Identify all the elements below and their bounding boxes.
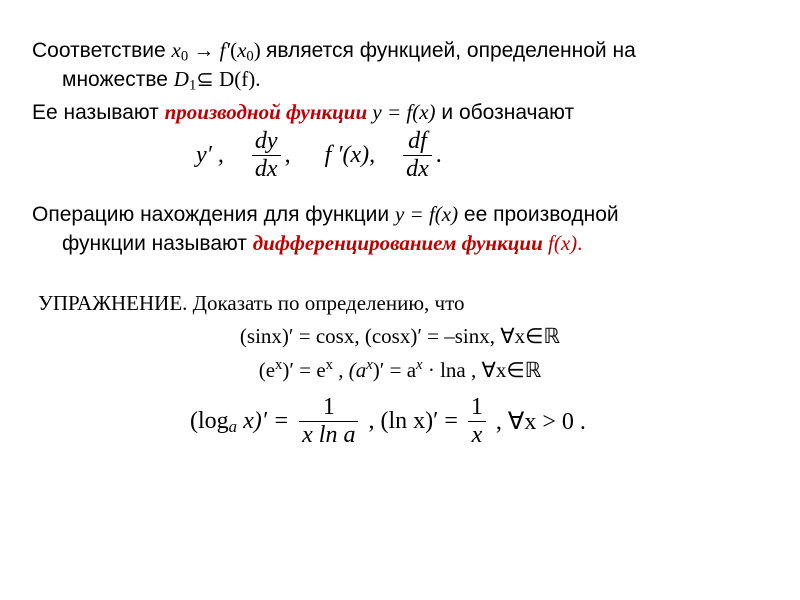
p3-lead: Операцию нахождения для функции	[32, 203, 395, 226]
p2-mid: y = f(x)	[367, 100, 436, 124]
p1-sub-b: 0	[246, 48, 254, 65]
p1-sub: 0	[180, 48, 189, 65]
p2-term: производной функции	[164, 100, 368, 124]
notation-dx: dx	[252, 155, 281, 183]
p1-line2-lead: множестве	[62, 68, 174, 91]
p1-x: x	[171, 38, 181, 62]
log-b: x)′ =	[237, 408, 290, 434]
p2-lead: Ее называют	[32, 101, 165, 124]
exp-c: , (a	[333, 358, 367, 382]
p1-lead: Соответствие	[32, 39, 172, 62]
ln-frac-num: 1	[470, 394, 483, 420]
p3-term: дифференцированием функции	[252, 231, 543, 255]
p1-arrow: →	[193, 38, 220, 62]
log-a: (log	[190, 408, 229, 434]
paragraph-correspondence	[32, 36, 772, 94]
p1-paren-open: (	[230, 38, 238, 62]
exercise-title: УПРАЖНЕНИЕ. Доказать по определению, что	[38, 291, 465, 315]
p1-D: D	[173, 67, 189, 91]
p1-D-sub: 1	[188, 77, 197, 94]
exp-d-sup: x	[416, 356, 423, 373]
notation-line	[196, 128, 442, 183]
exp-d: )′ = a	[372, 358, 417, 382]
log-frac-den: x ln a	[299, 421, 358, 449]
p1-fprime: f′	[219, 38, 231, 62]
p3-end: .	[577, 231, 583, 255]
exp-e: · lna , ∀x∈ℝ	[422, 358, 542, 382]
paragraph-derivative-definition	[32, 98, 772, 127]
exp-b: )′ = e	[282, 358, 326, 382]
p1-paren-close: )	[253, 38, 261, 62]
log-a-sub: a	[228, 417, 238, 437]
exp-a-sup: x	[275, 356, 283, 373]
notation-period: .	[435, 142, 442, 168]
exp-c-sup: x	[366, 356, 373, 373]
notation-fprime: f ′(x),	[324, 142, 376, 168]
p2-rest: и обозначают	[435, 101, 575, 124]
ln-frac-den: x	[468, 421, 486, 449]
exercise-line-log	[190, 394, 586, 449]
paragraph-differentiation	[32, 200, 772, 258]
notation-dy: dy	[254, 128, 278, 154]
p3-term-f: f(x)	[542, 231, 578, 255]
forall-part: , ∀x > 0 .	[495, 409, 586, 435]
notation-dydx	[252, 128, 281, 183]
notation-dx2: dx	[403, 155, 432, 183]
log-frac-num: 1	[322, 394, 335, 420]
notation-yprime: y′ ,	[196, 142, 224, 168]
exercise-line-exp	[0, 358, 800, 383]
ln-frac	[468, 394, 486, 449]
exercise-line-trig: (sinx)′ = cosx, (cosx)′ = –sinx, ∀x∈ℝ	[239, 324, 561, 348]
p3-mid: y = f(x)	[394, 202, 459, 226]
p1-subset: ⊆	[196, 67, 214, 91]
ln-part: , (ln x)′ =	[368, 408, 458, 434]
notation-df: df	[408, 128, 427, 154]
exp-b-sup: x	[325, 356, 333, 373]
p3-rest: ее производной	[458, 203, 619, 226]
notation-dfdx	[403, 128, 432, 183]
exp-a: (e	[258, 358, 276, 382]
p1-x0: x	[237, 38, 247, 62]
log-frac	[299, 394, 358, 449]
notation-comma: ,	[284, 142, 291, 168]
p3-line2-lead: функции называют	[62, 232, 253, 255]
p1-domain: D(f).	[219, 67, 261, 91]
p1-rest: является функцией, определенной на	[266, 39, 636, 62]
